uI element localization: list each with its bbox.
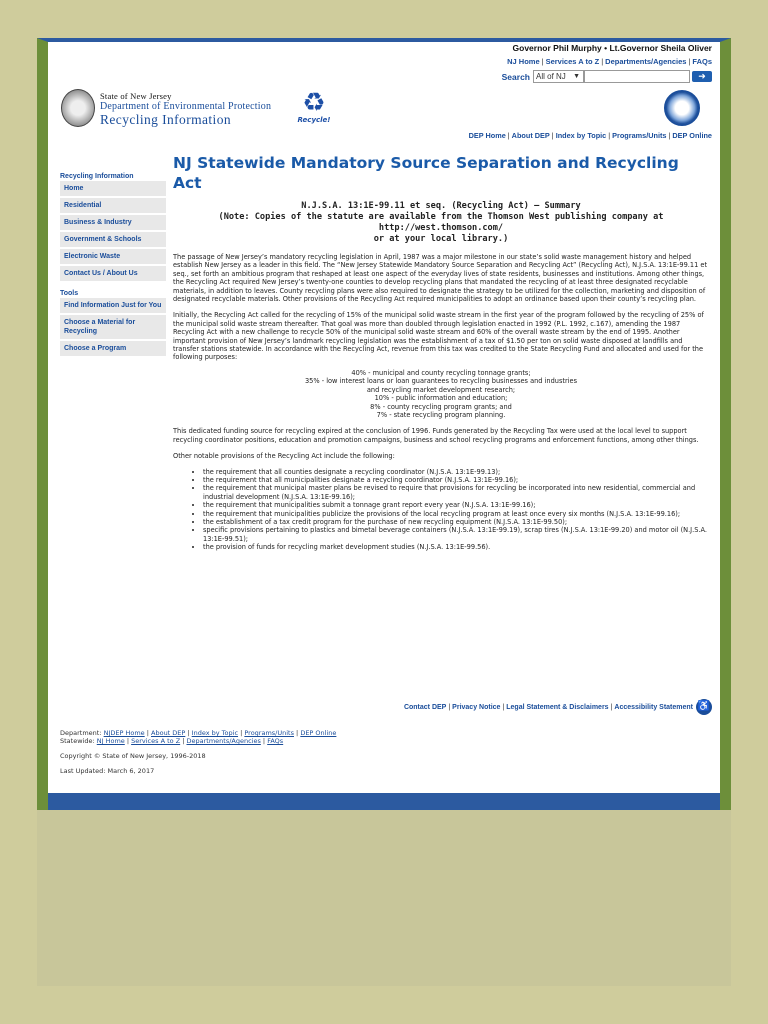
provisions-list: [173, 468, 709, 552]
brand-state: State of New Jersey: [100, 91, 172, 101]
sidebar-item-choose-material[interactable]: Choose a Material for Recycling: [60, 315, 166, 341]
link-njdep-home[interactable]: NJDEP Home: [103, 729, 145, 737]
sidebar: [60, 172, 166, 358]
link-index-by-topic[interactable]: Index by Topic: [555, 131, 607, 140]
link-faqs[interactable]: FAQs: [692, 57, 712, 66]
link-nj-home-footer[interactable]: NJ Home: [96, 737, 125, 745]
link-contact-dep[interactable]: Contact DEP: [403, 703, 447, 711]
list-item: • the requirement that municipalities submit a tonnage grant report every year (N.J.S.A. 13:1E-99.16);: [203, 501, 709, 509]
governor-line: Governor Phil Murphy • Lt.Governor Sheila Oliver: [512, 43, 712, 53]
paragraph-goals: Initially, the Recycling Act called for the recycling of 15% of the municipal solid waste stream in the first year of the program followed by the recycling of 25% of the municipal solid waste stream thereafter. That goal was more than doubled through legislation enacted in 1992 (P.L. 1992, c.167), amending the 1987 Recycling Act with a new challenge to recycle 50% of the municipal solid waste stream and 60% of the overall waste stream by the end of 1995. Another important provision of New Jersey’s landmark recycling legislation was the establishment of a tax of $1.50 per ton on solid waste disposed at landfills and transfer stations statewide. In accordance with the Recycling Act, revenue from this tax was credited to the State Recycling Fund and allocated and used for the following purposes:: [173, 311, 704, 362]
top-links: NJ Home | Services A to Z | Departments/Agencies | FAQs: [507, 57, 712, 66]
sidebar-heading-recycling: Recycling Information: [60, 173, 134, 180]
main-content: [173, 153, 709, 552]
link-legal-statement[interactable]: Legal Statement & Disclaimers: [506, 703, 609, 711]
search-go-button[interactable]: ➜: [692, 71, 712, 82]
list-item: 40% - municipal and county recycling tonnage grants;: [351, 368, 531, 377]
sidebar-item-government[interactable]: Government & Schools: [60, 232, 166, 249]
thomson-link: http://west.thomson.com/: [378, 223, 504, 233]
link-dep-home[interactable]: DEP Home: [468, 131, 506, 140]
list-item: 8% - county recycling program grants; and: [370, 402, 512, 411]
page-title: NJ Statewide Mandatory Source Separation and Recycling Act: [173, 154, 679, 192]
list-item: 10% - public information and education;: [374, 394, 508, 403]
statewide-links: Statewide: NJ Home | Services A to Z | Departments/Agencies | FAQs: [60, 737, 284, 745]
recycle-logo: [297, 90, 331, 126]
link-departments-agencies[interactable]: Departments/Agencies: [605, 57, 687, 66]
dep-globe-icon[interactable]: [664, 90, 700, 126]
search-bar: [502, 70, 712, 83]
footer-links: Contact DEP | Privacy Notice | Legal Statement & Disclaimers | Accessibility Statement ♿: [404, 699, 712, 715]
paragraph-intro: The passage of New Jersey’s mandatory recycling legislation in April, 1987 was a major milestone in our state’s solid waste management history and helped establish New Jersey as a leader in this field. The “New Jersey Statewide Mandatory Source Separation and Recycling Act” (Recycling Act), N.J.S.A. 13:1E-99.11 et seq., set forth an ambitious program that reshaped at least one aspect of the everyday lives of state residents, businesses and institutions. Among other things, the Recycling Act required New Jersey’s twenty-one counties to develop recycling plans that mandated the recycling of at least three designated recyclable materials, in addition to leaves. County recycling plans were also required to designate the strategy to be utilized for the collection, marketing and disposition of designated recyclable materials. Other provisions of the Recycling Act required municipalities to adopt an ordinance based upon their county’s recycling plan.: [173, 253, 708, 304]
department-links: Department: NJDEP Home | About DEP | Index by Topic | Programs/Units | DEP Online: [60, 729, 337, 737]
list-item: • the requirement that all counties designate a recycling coordinator (N.J.S.A. 13:1E-99.13);: [203, 468, 709, 476]
brand-title[interactable]: [100, 91, 271, 128]
link-programs-units-footer[interactable]: Programs/Units: [244, 729, 294, 737]
sidebar-item-business[interactable]: Business & Industry: [60, 215, 166, 232]
list-item: • the provision of funds for recycling market development studies (N.J.S.A. 13:1E-99.56).: [203, 543, 709, 551]
sidebar-item-contact[interactable]: Contact Us / About Us: [60, 266, 166, 283]
nj-seal-icon[interactable]: [61, 89, 95, 127]
page-body: [37, 38, 731, 810]
chevron-down-icon: ▼: [573, 73, 580, 80]
sidebar-item-find-info[interactable]: Find Information Just for You: [60, 298, 166, 315]
link-privacy-notice[interactable]: Privacy Notice: [452, 703, 501, 711]
sidebar-item-electronic-waste[interactable]: Electronic Waste: [60, 249, 166, 266]
search-scope-select[interactable]: All of NJ ▼: [533, 70, 584, 83]
link-programs-units[interactable]: Programs/Units: [612, 131, 667, 140]
link-dep-online-footer[interactable]: DEP Online: [300, 729, 337, 737]
search-input[interactable]: [584, 70, 690, 83]
sidebar-heading-tools: Tools: [60, 290, 79, 297]
accessibility-icon[interactable]: ♿: [696, 699, 712, 715]
last-updated: Last Updated: March 6, 2017: [60, 767, 155, 775]
paragraph-provisions-intro: Other notable provisions of the Recycling Act include the following:: [173, 452, 395, 461]
link-departments-footer[interactable]: Departments/Agencies: [186, 737, 261, 745]
link-services-footer[interactable]: Services A to Z: [131, 737, 181, 745]
list-item: 35% - low interest loans or loan guarantees to recycling businesses and industries: [304, 377, 578, 386]
list-item: • the requirement that municipal master plans be revised to require that provisions for recycling be incorporated into new residential, commercial and industrial development (N.J.S.A. 13:1E-99.16);: [203, 484, 709, 501]
recycle-logo-text: Recycle!: [297, 116, 331, 124]
brand-recycling-info: Recycling Information: [100, 112, 231, 127]
sidebar-item-residential[interactable]: Residential: [60, 198, 166, 215]
link-accessibility-statement[interactable]: Accessibility Statement: [614, 703, 693, 711]
bottom-bar: [48, 793, 720, 810]
list-item: • specific provisions pertaining to plastics and bimetal beverage containers (N.J.S.A. 13:1E-99.19), scrap tires (N.J.S.A. 13:1E-99.20) and motor oil (N.J.S.A. 13:1E-99.51);: [203, 526, 709, 543]
page-frame: [37, 38, 731, 986]
link-dep-online[interactable]: DEP Online: [672, 131, 712, 140]
dep-nav: DEP Home | About DEP | Index by Topic | Programs/Units | DEP Online: [468, 131, 712, 140]
copyright: Copyright © State of New Jersey, 1996-2018: [60, 752, 206, 760]
link-services-a-to-z[interactable]: Services A to Z: [545, 57, 600, 66]
recycle-icon: ♻: [302, 88, 326, 118]
allocation-list: [173, 369, 709, 419]
link-about-dep-footer[interactable]: About DEP: [151, 729, 186, 737]
page-subtitle: N.J.S.A. 13:1E-99.11 et seq. (Recycling Act) – Summary (Note: Copies of the statute are available from the Thomson West publishing company at http://west.thomson.com/ or at your local library.): [173, 201, 709, 245]
brand-department: Department of Environmental Protection: [100, 101, 272, 112]
bottom-info: [60, 729, 336, 775]
search-label: Search: [501, 71, 530, 82]
list-item: 7% - state recycling program planning.: [376, 410, 506, 419]
list-item: and recycling market development research;: [366, 385, 516, 394]
sidebar-item-home[interactable]: Home: [60, 181, 166, 198]
list-item: • the establishment of a tax credit program for the purchase of new recycling equipment (N.J.S.A. 13:1E-99.50);: [203, 518, 709, 526]
link-index-by-topic-footer[interactable]: Index by Topic: [191, 729, 239, 737]
link-nj-home[interactable]: NJ Home: [507, 57, 540, 66]
list-item: • the requirement that municipalities publicize the provisions of the local recycling program at least once every six months (N.J.S.A. 13:1E-99.16);: [203, 510, 709, 518]
paragraph-funding: This dedicated funding source for recycling expired at the conclusion of 1996. Funds generated by the Recycling Tax were used at the local level to support recycling coordinator positions, education and promotion campaigns, business and school recycling programs and enforcement functions, among other things.: [173, 427, 699, 444]
link-about-dep[interactable]: About DEP: [511, 131, 550, 140]
link-faqs-footer[interactable]: FAQs: [267, 737, 284, 745]
sidebar-item-choose-program[interactable]: Choose a Program: [60, 341, 166, 358]
list-item: • the requirement that all municipalities designate a recycling coordinator (N.J.S.A. 13:1E-99.16);: [203, 476, 709, 484]
